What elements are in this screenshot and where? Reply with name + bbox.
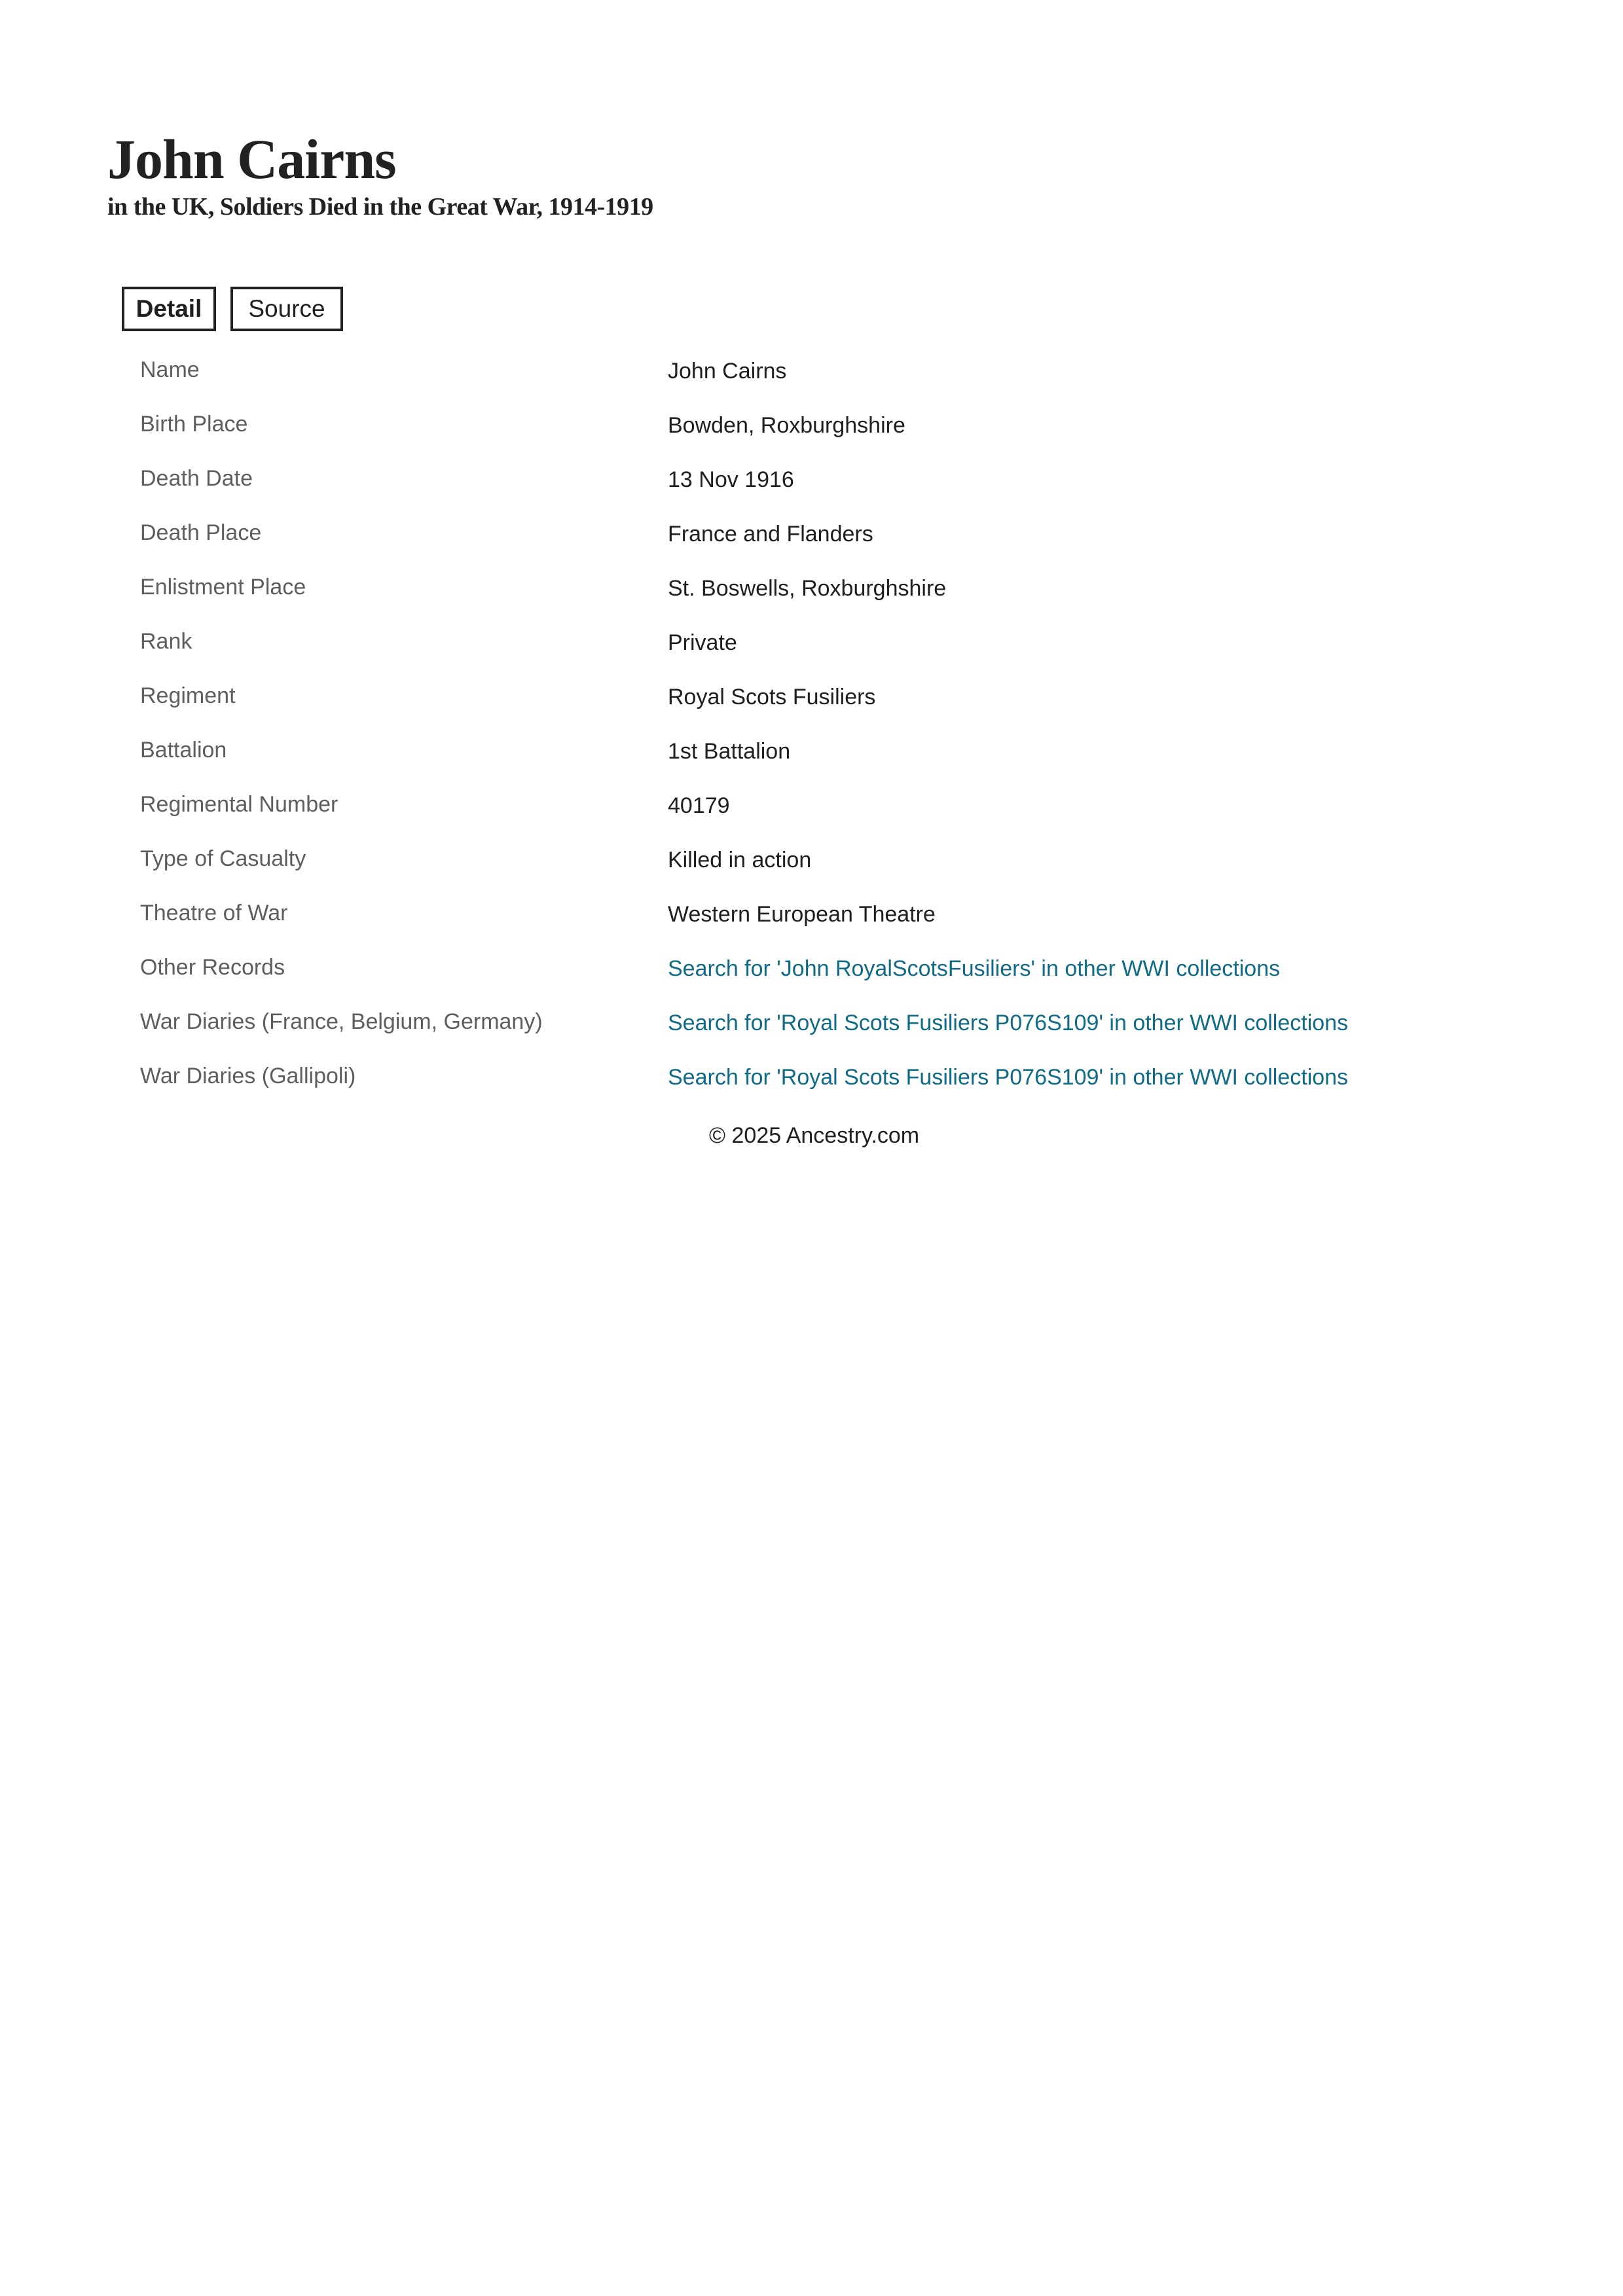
field-value-death-date: 13 Nov 1916 xyxy=(668,467,794,492)
table-row xyxy=(140,625,1515,679)
field-value-war-diaries-france xyxy=(668,1007,1348,1039)
field-label-regiment: Regiment xyxy=(140,683,236,708)
field-label-other-records: Other Records xyxy=(140,955,285,980)
field-label-regimental-number: Regimental Number xyxy=(140,792,338,817)
table-row xyxy=(140,734,1515,788)
tab-detail[interactable]: Detail xyxy=(122,287,216,331)
page-header xyxy=(107,128,653,221)
field-label-death-place: Death Place xyxy=(140,520,262,545)
field-label-theatre-of-war: Theatre of War xyxy=(140,901,288,925)
other-records-search-link[interactable]: Search for 'John RoyalScotsFusiliers' in other WWI collections xyxy=(668,956,1281,981)
copyright-footer: © 2025 Ancestry.com xyxy=(709,1123,920,1148)
field-label-enlistment-place: Enlistment Place xyxy=(140,575,306,600)
field-value-regimental-number: 40179 xyxy=(668,793,730,818)
table-row xyxy=(140,788,1515,842)
table-row xyxy=(140,571,1515,625)
field-value-other-records xyxy=(668,952,1280,985)
tab-source[interactable]: Source xyxy=(230,287,343,331)
field-label-war-diaries-france: War Diaries (France, Belgium, Germany) xyxy=(140,1009,543,1034)
page-title: John Cairns xyxy=(107,128,396,190)
field-value-death-place: France and Flanders xyxy=(668,522,873,547)
field-value-battalion: 1st Battalion xyxy=(668,739,791,764)
table-row xyxy=(140,353,1515,408)
field-value-birth-place: Bowden, Roxburghshire xyxy=(668,413,905,438)
field-label-rank: Rank xyxy=(140,629,192,654)
table-row xyxy=(140,1005,1515,1060)
table-row xyxy=(140,408,1515,462)
table-row xyxy=(140,679,1515,734)
field-label-type-of-casualty: Type of Casualty xyxy=(140,846,306,871)
war-diaries-gallipoli-search-link[interactable]: Search for 'Royal Scots Fusiliers P076S109' in other WWI collections xyxy=(668,1065,1349,1090)
field-value-name: John Cairns xyxy=(668,359,787,384)
field-value-type-of-casualty: Killed in action xyxy=(668,848,812,872)
collection-subtitle: in the UK, Soldiers Died in the Great War, 1914-1919 xyxy=(107,193,653,221)
field-value-war-diaries-gallipoli xyxy=(668,1061,1348,1094)
field-value-rank: Private xyxy=(668,630,737,655)
field-value-regiment: Royal Scots Fusiliers xyxy=(668,685,876,709)
table-row xyxy=(140,842,1515,897)
table-row xyxy=(140,516,1515,571)
field-label-war-diaries-gallipoli: War Diaries (Gallipoli) xyxy=(140,1064,356,1088)
table-row xyxy=(140,951,1515,1005)
field-label-birth-place: Birth Place xyxy=(140,412,248,437)
field-value-enlistment-place: St. Boswells, Roxburghshire xyxy=(668,576,947,601)
record-tabs xyxy=(122,287,343,331)
war-diaries-france-search-link[interactable]: Search for 'Royal Scots Fusiliers P076S109' in other WWI collections xyxy=(668,1011,1349,1035)
field-label-death-date: Death Date xyxy=(140,466,253,491)
table-row xyxy=(140,462,1515,516)
field-value-theatre-of-war: Western European Theatre xyxy=(668,902,936,927)
field-label-name: Name xyxy=(140,357,200,382)
record-detail-table xyxy=(140,353,1515,1114)
table-row xyxy=(140,1060,1515,1114)
table-row xyxy=(140,897,1515,951)
field-label-battalion: Battalion xyxy=(140,738,227,762)
